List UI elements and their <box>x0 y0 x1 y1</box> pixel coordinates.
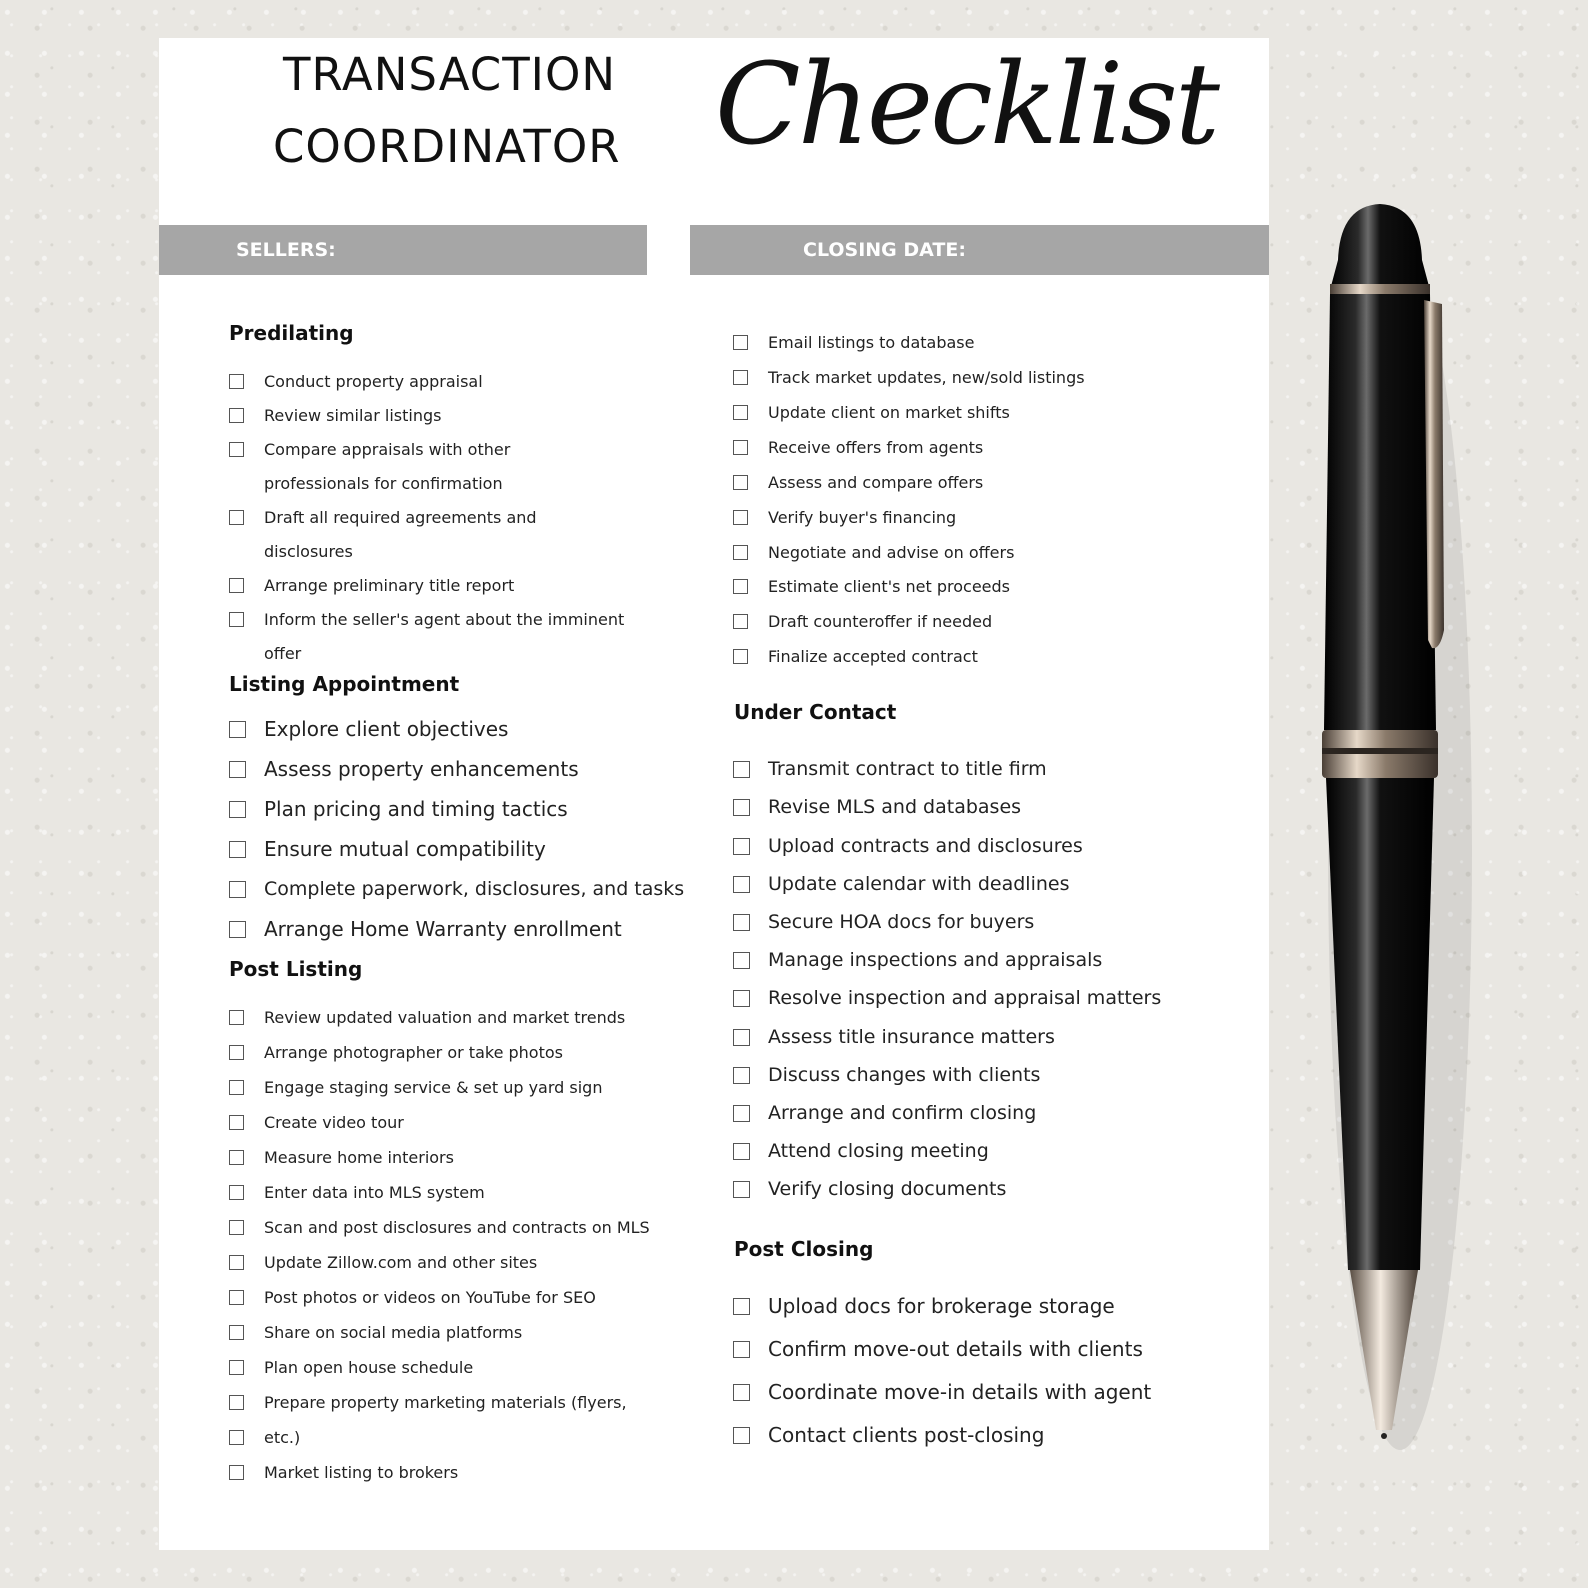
item-label: Upload docs for brokerage storage <box>768 1294 1115 1318</box>
checkbox[interactable] <box>229 1465 244 1480</box>
item-label: Verify buyer's financing <box>768 508 957 527</box>
checkbox[interactable] <box>733 838 750 855</box>
checkbox[interactable] <box>229 1080 244 1095</box>
item-label: Market listing to brokers <box>264 1463 459 1482</box>
item-label: Arrange preliminary title report <box>264 576 515 595</box>
checkbox[interactable] <box>229 721 246 738</box>
checkbox[interactable] <box>229 1150 244 1165</box>
pen-illustration <box>1320 200 1480 1460</box>
checkbox[interactable] <box>733 440 748 455</box>
item-label: disclosures <box>264 542 353 561</box>
item-label: Verify closing documents <box>768 1178 1007 1200</box>
item-label: Discuss changes with clients <box>768 1064 1041 1086</box>
title-line-2: COORDINATOR <box>273 120 621 173</box>
item-label: Post photos or videos on YouTube for SEO <box>264 1288 596 1307</box>
checkbox[interactable] <box>733 405 748 420</box>
checkbox[interactable] <box>229 1290 244 1305</box>
item-label: offer <box>264 644 302 663</box>
closing-date-label: CLOSING DATE: <box>803 239 966 261</box>
checkbox[interactable] <box>733 510 748 525</box>
section-title-listing-appointment: Listing Appointment <box>229 672 460 696</box>
item-label: Arrange Home Warranty enrollment <box>264 917 622 941</box>
checkbox[interactable] <box>229 1255 244 1270</box>
item-label: Track market updates, new/sold listings <box>768 368 1085 387</box>
checkbox[interactable] <box>229 761 246 778</box>
pen-cap-top <box>1330 204 1430 290</box>
checkbox[interactable] <box>733 579 748 594</box>
checkbox[interactable] <box>733 1384 750 1401</box>
checkbox[interactable] <box>733 1029 750 1046</box>
checkbox[interactable] <box>229 578 244 593</box>
checkbox[interactable] <box>733 1341 750 1358</box>
item-label: Plan pricing and timing tactics <box>264 797 568 821</box>
item-label: Plan open house schedule <box>264 1358 474 1377</box>
item-label: Explore client objectives <box>264 717 509 741</box>
item-label: Receive offers from agents <box>768 438 984 457</box>
item-label: Scan and post disclosures and contracts on MLS <box>264 1218 650 1237</box>
checkbox[interactable] <box>229 1115 244 1130</box>
item-label: Complete paperwork, disclosures, and tasks <box>264 878 685 900</box>
checklist-sheet <box>159 38 1269 1550</box>
checkbox[interactable] <box>733 370 748 385</box>
pen-cap-body <box>1324 294 1436 730</box>
closing-date-field[interactable] <box>690 225 1269 275</box>
item-label: etc.) <box>264 1428 301 1447</box>
item-label: Review similar listings <box>264 406 442 425</box>
checkbox[interactable] <box>229 1325 244 1340</box>
checkbox[interactable] <box>733 1181 750 1198</box>
item-label: Estimate client's net proceeds <box>768 577 1011 596</box>
item-label: Engage staging service & set up yard sign <box>264 1078 603 1097</box>
checkbox[interactable] <box>229 374 244 389</box>
section-title-under-contact: Under Contact <box>734 700 897 724</box>
checkbox[interactable] <box>733 1427 750 1444</box>
pen-nib <box>1381 1433 1387 1439</box>
checkbox[interactable] <box>229 801 246 818</box>
checkbox[interactable] <box>229 442 244 457</box>
section-title-predilating: Predilating <box>229 321 354 345</box>
checkbox[interactable] <box>229 881 246 898</box>
checkbox[interactable] <box>229 1010 244 1025</box>
checkbox[interactable] <box>733 614 748 629</box>
checkbox[interactable] <box>229 921 246 938</box>
item-label: Ensure mutual compatibility <box>264 837 546 861</box>
item-label: Share on social media platforms <box>264 1323 523 1342</box>
item-label: Secure HOA docs for buyers <box>768 911 1035 933</box>
item-label: Enter data into MLS system <box>264 1183 485 1202</box>
item-label: Update client on market shifts <box>768 403 1010 422</box>
checkbox[interactable] <box>229 1360 244 1375</box>
checkbox[interactable] <box>733 649 748 664</box>
item-label: Attend closing meeting <box>768 1140 989 1162</box>
checkbox[interactable] <box>733 1298 750 1315</box>
item-label: Compare appraisals with other <box>264 440 511 459</box>
item-label: Confirm move-out details with clients <box>768 1337 1143 1361</box>
sellers-label: SELLERS: <box>236 239 336 261</box>
item-label: Transmit contract to title firm <box>768 758 1047 780</box>
item-label: Prepare property marketing materials (flyers, <box>264 1393 627 1412</box>
item-label: Assess and compare offers <box>768 473 984 492</box>
checkbox[interactable] <box>733 545 748 560</box>
item-label: Contact clients post-closing <box>768 1423 1045 1447</box>
item-label: Assess property enhancements <box>264 757 579 781</box>
item-label: Manage inspections and appraisals <box>768 949 1103 971</box>
checkbox[interactable] <box>229 1395 244 1410</box>
checkbox[interactable] <box>733 876 750 893</box>
item-label: Conduct property appraisal <box>264 372 483 391</box>
checkbox[interactable] <box>733 761 750 778</box>
item-label: Email listings to database <box>768 333 975 352</box>
item-label: Arrange and confirm closing <box>768 1102 1037 1124</box>
item-label: Update Zillow.com and other sites <box>264 1253 538 1272</box>
checkbox[interactable] <box>229 612 244 627</box>
title-line-1: TRANSACTION <box>283 48 617 101</box>
checkbox[interactable] <box>733 952 750 969</box>
sellers-field[interactable] <box>159 225 647 275</box>
script-title: Checklist <box>715 40 1217 170</box>
item-label: Create video tour <box>264 1113 404 1132</box>
item-label: Revise MLS and databases <box>768 796 1022 818</box>
checkbox[interactable] <box>733 475 748 490</box>
item-label: Arrange photographer or take photos <box>264 1043 563 1062</box>
pen-cap-band <box>1330 284 1430 294</box>
item-label: Assess title insurance matters <box>768 1026 1055 1048</box>
checkbox[interactable] <box>229 1045 244 1060</box>
section-title-post-closing: Post Closing <box>734 1237 874 1261</box>
checkbox[interactable] <box>733 1143 750 1160</box>
checkbox[interactable] <box>229 510 244 525</box>
checkbox[interactable] <box>733 335 748 350</box>
checkbox[interactable] <box>229 1430 244 1445</box>
checkbox[interactable] <box>733 1067 750 1084</box>
item-label: Inform the seller's agent about the imminent <box>264 610 625 629</box>
checkbox[interactable] <box>229 1220 244 1235</box>
item-label: Finalize accepted contract <box>768 647 978 666</box>
checkbox[interactable] <box>229 841 246 858</box>
section-title-post-listing: Post Listing <box>229 957 363 981</box>
item-label: Draft all required agreements and <box>264 508 537 527</box>
checkbox[interactable] <box>229 1185 244 1200</box>
checkbox[interactable] <box>733 990 750 1007</box>
item-label: Resolve inspection and appraisal matters <box>768 987 1162 1009</box>
item-label: Upload contracts and disclosures <box>768 835 1083 857</box>
checkbox[interactable] <box>733 799 750 816</box>
item-label: Negotiate and advise on offers <box>768 543 1015 562</box>
item-label: professionals for confirmation <box>264 474 503 493</box>
item-label: Measure home interiors <box>264 1148 454 1167</box>
checkbox[interactable] <box>733 914 750 931</box>
item-label: Update calendar with deadlines <box>768 873 1070 895</box>
checkbox[interactable] <box>733 1105 750 1122</box>
item-label: Draft counteroffer if needed <box>768 612 993 631</box>
item-label: Coordinate move-in details with agent <box>768 1380 1152 1404</box>
item-label: Review updated valuation and market trends <box>264 1008 626 1027</box>
checkbox[interactable] <box>229 408 244 423</box>
